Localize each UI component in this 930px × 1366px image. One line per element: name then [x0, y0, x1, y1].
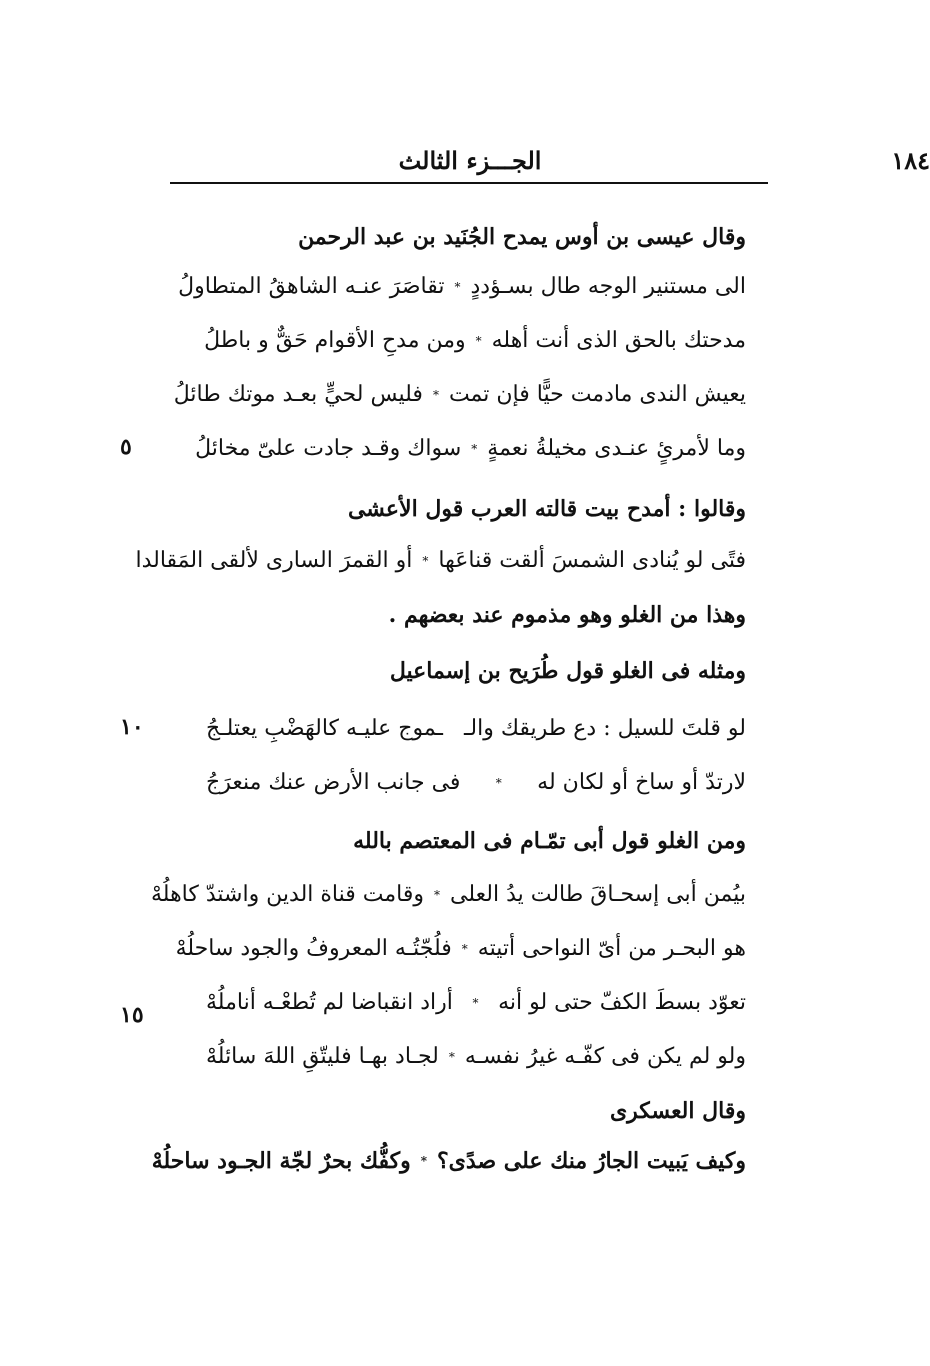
page-number: ١٨٤	[891, 146, 930, 175]
verse-second-hemistich: سواك وقـد جادت علىّ مخائلُ	[195, 436, 462, 461]
verse-line	[206, 1042, 746, 1072]
verse-separator: *	[448, 1050, 455, 1064]
verse-first-hemistich: وما لأمرئٍ عنـدى مخيلةُ نعمةٍ	[487, 436, 746, 461]
verse-second-hemistich: ومن مدحِ الأقوام حَقٌّ و باطلُ	[204, 328, 466, 353]
verse-second-hemistich: تقاصَرَ عنـه الشاهقُ المتطاولُ	[178, 274, 445, 299]
verse-first-hemistich: بيُمن أبى إسحـاقَ طالت يدُ العلى	[450, 882, 746, 907]
verse-line	[135, 546, 746, 576]
verse-separator: *	[454, 280, 461, 294]
verse-line	[206, 988, 746, 1018]
margin-line-number: ١٥	[120, 1002, 144, 1028]
verse-first-hemistich: وكيف يَبيت الجارُ منك على صدًى؟	[437, 1148, 746, 1174]
verse-first-hemistich: هو البحـر من أىّ النواحى أتيته	[477, 936, 746, 961]
verse-separator: *	[495, 776, 502, 790]
verse-line	[173, 380, 746, 410]
header-rule	[170, 182, 768, 184]
verse-second-hemistich: أو القمرَ السارى لألقى المَقالدا	[135, 548, 413, 573]
intro-line: وقالوا : أمدح بيت قالته العرب قول الأعشى	[347, 496, 746, 522]
verse-second-hemistich: لجـاد بهـا فليتّقِ اللهَ سائلُهْ	[205, 1044, 439, 1069]
verse-second-hemistich: فليس لحيٍّ بعـد موتك طائلُ	[173, 382, 423, 407]
verse-line	[151, 1146, 746, 1176]
verse-first-hemistich: لارتدّ أو ساخ أو لكان له	[537, 770, 746, 795]
verse-first-hemistich: تعوّد بسطَ الكفّ حتى لو أنه	[498, 990, 746, 1015]
margin-line-number: ١٠	[120, 714, 144, 740]
verse-second-hemistich: ـموج عليـه كالهَضْبِ يعتلـجُ	[206, 716, 444, 741]
verse-separator: *	[471, 442, 478, 456]
verse-line	[195, 434, 746, 464]
verse-line	[206, 768, 746, 798]
intro-line: وقال عيسى بن أوس يمدح الجُنَيد بن عبد الرحمن	[298, 224, 746, 250]
verse-second-hemistich: أراد انقباضا لم تُطعْـه أناملُهْ	[206, 990, 453, 1015]
verse-second-hemistich: فى جانب الأرض عنك منعرَجُ	[206, 770, 461, 795]
running-head: الجـــزء الثالث	[398, 146, 542, 175]
verse-separator: *	[420, 1154, 427, 1168]
verse-separator: *	[422, 554, 429, 568]
intro-line: وقال العسكرى	[609, 1098, 746, 1124]
intro-line: ومثله فى الغلو قول طُرَيح بن إسماعيل	[389, 658, 746, 684]
verse-line	[206, 714, 746, 744]
verse-second-hemistich: فلُجّتُـه المعروفُ والجود ساحلُهْ	[175, 936, 452, 961]
verse-first-hemistich: لو قلتَ للسيل : دع طريقك والـ	[463, 716, 746, 741]
verse-second-hemistich: وقامت قناة الدين واشتدّ كاهلُهْ	[150, 882, 425, 907]
margin-line-number: ٥	[120, 434, 132, 460]
verse-line	[178, 272, 746, 302]
verse-second-hemistich: وكفُّك بحرٌ لجّة الجـود ساحلُهْ	[151, 1148, 411, 1174]
verse-separator: *	[461, 942, 468, 956]
verse-line	[150, 880, 746, 910]
verse-first-hemistich: يعيش الندى مادمت حيًّا فإن تمت	[448, 382, 746, 407]
page-header	[170, 140, 930, 184]
verse-line	[175, 934, 746, 964]
verse-separator: *	[434, 888, 441, 902]
verse-first-hemistich: فتًى لو يُنادى الشمسَ ألقت قناعَها	[438, 548, 746, 573]
verse-separator: *	[432, 388, 439, 402]
verse-first-hemistich: ولو لم يكن فى كفّـه غيرُ نفسـه	[464, 1044, 746, 1069]
verse-line	[206, 326, 746, 356]
verse-first-hemistich: الى مستنير الوجه طال بسـؤددٍ	[470, 274, 746, 299]
verse-first-hemistich: مدحتك بالحق الذى أنت أهله	[491, 328, 746, 353]
intro-line: ومن الغلو قول أبى تمّـام فى المعتصم بالله	[353, 828, 746, 854]
verse-separator: *	[475, 334, 482, 348]
verse-separator: *	[472, 996, 479, 1010]
note-line: وهذا من الغلو وهو مذموم عند بعضهم .	[388, 602, 746, 628]
